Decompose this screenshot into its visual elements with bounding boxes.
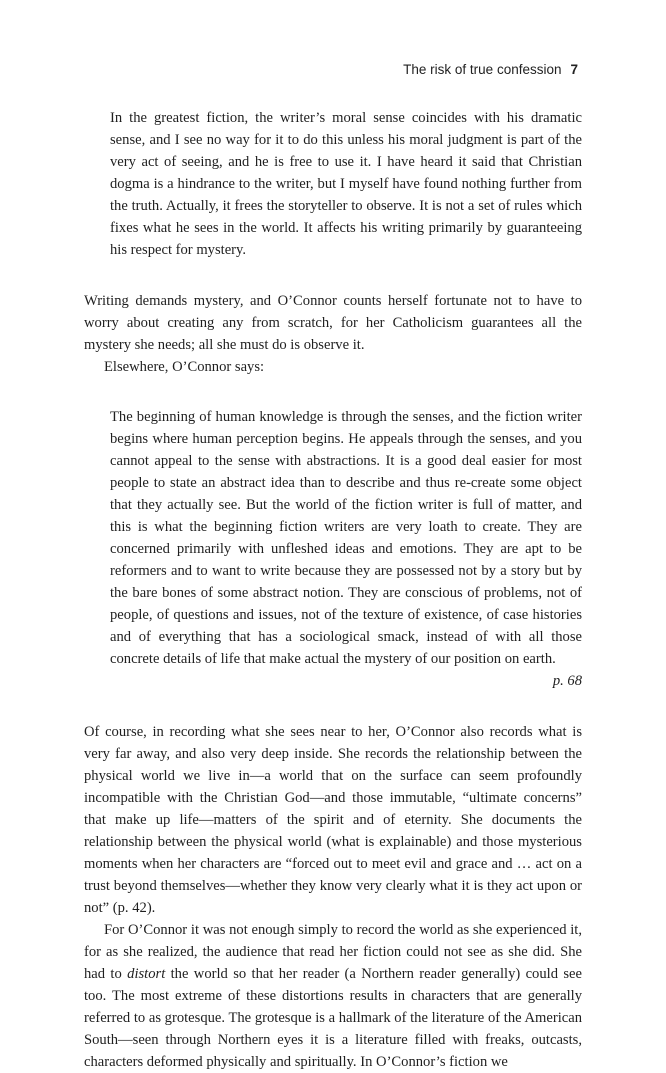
block-quote-2: The beginning of human knowledge is through the senses, and the fiction writer begins where human perception begins. He appeals through the senses, and you cannot appeal to the sense with abstractions. It is a good deal easier for most people to state an abstract idea than to describe and thus re-create some object that they actually see. But the world of the fiction writer is full of matter, and this is what the beginning fiction writers are very loath to create. They are concerned primarily with unfleshed ideas and emotions. They are apt to be reformers and to want to write because they are possessed not by a story but by the bare bones of some abstract notion. They are conscious of problems, not of people, of questions and issues, not of the texture of existence, of case histories and of everything that has a sociological smack, instead of with all those concrete details of life that make actual the mystery of our position on earth. <box>110 409 582 667</box>
paragraph-2: Elsewhere, O’Connor says: <box>104 359 265 375</box>
page-body <box>84 107 582 1073</box>
paragraph-3: Of course, in recording what she sees near to her, O’Connor also records what is very far away, and also very deep inside. She records the relationship between the physical world we live in—a world that on the surface can seem profoundly incompatible with the Christian God—and those immutable, “ultimate concerns” that make up life—matters of the spirit and of eternity. She documents the relationship between the physical world (what is explainable) and those mysterious moments when her characters are “forced out to meet evil and grace and … act on a trust beyond themselves—whether they know very clearly what it is they act upon or not” (p. 42). <box>84 724 582 916</box>
paragraph-4 <box>84 919 582 1073</box>
quote-citation: p. 68 <box>552 673 582 689</box>
running-head <box>403 62 578 77</box>
block-quote-1: In the greatest fiction, the writer’s moral sense coincides with his dramatic sense, and I see no way for it to do this unless his moral judgment is part of the very act of seeing, and he is free to use it. I have heard it said that Christian dogma is a hindrance to the writer, but I myself have found nothing further from the truth. Actually, it frees the storyteller to observe. It is not a set of rules which fixes what he sees in the world. It affects his writing primarily by guaranteeing his respect for mystery. <box>110 110 582 258</box>
paragraph-4-text-end: the world so that her reader (a Northern reader generally) could see too. The most extreme of these distortions results in characters that are generally referred to as grotesque. The grotesque is a hallmark of the literature of the American South—seen through Northern eyes it is a literature filled with freaks, outcasts, characters deformed physically and spiritually. In O’Connor’s fiction we <box>84 966 582 1070</box>
page-number: 7 <box>570 62 578 77</box>
paragraph-4-emphasis: distort <box>127 966 166 982</box>
paragraph-1: Writing demands mystery, and O’Connor counts herself fortunate not to have to worry about creating any from scratch, for her Catholicism guarantees all the mystery she needs; all she must do is observe it. <box>84 293 582 353</box>
running-head-title: The risk of true confession <box>403 62 562 77</box>
paragraph-4-text-start: For O’Connor it was not enough simply to record the world as she experienced it, for as she realized, the audience that read her fiction could not see as she did. She had to <box>84 922 582 982</box>
